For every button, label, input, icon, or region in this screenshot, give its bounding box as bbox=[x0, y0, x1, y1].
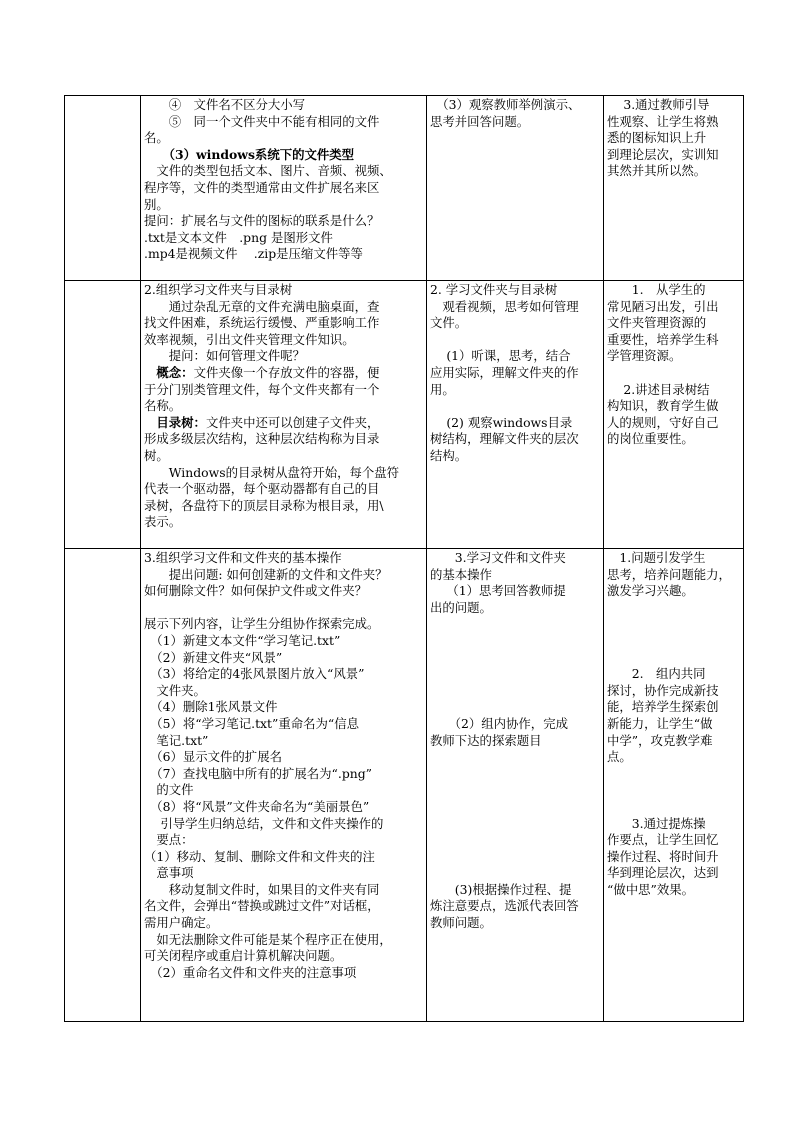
text-line: 新能力，让学生“做 bbox=[607, 715, 713, 731]
text-line: （5）将“学习笔记.txt”重命名为“信息 bbox=[144, 715, 360, 731]
text-line: 探讨，协作完成新技 bbox=[607, 682, 719, 698]
text-line: 2. 组内共同 bbox=[607, 666, 706, 682]
teacher-activity-cell bbox=[141, 281, 427, 549]
text-line: 操作过程、将时间升 bbox=[607, 848, 719, 864]
text-line bbox=[607, 782, 740, 799]
text-line: 学管理资源。 bbox=[607, 348, 682, 364]
text-line: 展示下列内容，让学生分组协作探索完成。 bbox=[144, 616, 380, 632]
text-line bbox=[430, 749, 600, 766]
text-line: （2）重命名文件和文件夹的注意事项 bbox=[144, 964, 357, 980]
text-line bbox=[430, 799, 600, 816]
teacher-activity-cell bbox=[141, 96, 427, 281]
text-line bbox=[430, 633, 600, 650]
text-line: 悉的图标知识上升 bbox=[607, 130, 707, 146]
text-line: （6）显示文件的扩展名 bbox=[144, 749, 282, 765]
text-line bbox=[144, 600, 423, 617]
text-line: 形成多级层次结构，这种层次结构称为目录 bbox=[144, 431, 380, 447]
text-line: 中学”，攻克教学难 bbox=[607, 732, 713, 748]
text-line: （3）将给定的4张风景图片放入“风景” bbox=[144, 666, 365, 682]
text-line: 教师问题。 bbox=[430, 915, 492, 931]
text-line: 通过杂乱无章的文件充满电脑桌面，查 bbox=[144, 298, 380, 314]
text-line bbox=[607, 633, 740, 650]
text-line: Windows的目录树从盘符开始，每个盘符 bbox=[144, 464, 400, 480]
text-line: 移动复制文件时，如果目的文件夹有同 bbox=[144, 881, 380, 897]
student-activity-cell bbox=[427, 549, 604, 1022]
text-line: 到理论层次，实训知 bbox=[607, 146, 719, 162]
student-activity-cell bbox=[427, 281, 604, 549]
text-line bbox=[430, 699, 600, 716]
text-line: 的岗位重要性。 bbox=[607, 431, 694, 447]
text-line: 的基本操作 bbox=[430, 566, 492, 582]
blank-cell bbox=[65, 96, 141, 281]
text-line: 性观察、让学生将熟 bbox=[607, 113, 719, 129]
text-line: 重要性，培养学生科 bbox=[607, 331, 719, 347]
table-row bbox=[65, 96, 744, 281]
text-line: 应用实际，理解文件夹的作 bbox=[430, 364, 579, 380]
design-intent-cell bbox=[604, 96, 744, 281]
text-line: ④ 文件名不区分大小写 bbox=[144, 97, 306, 112]
text-line: 2.讲述目录树结 bbox=[607, 381, 710, 397]
blank-cell bbox=[65, 549, 141, 1022]
text-line: 人的规则，守好自己 bbox=[607, 414, 719, 430]
text-line: 要点： bbox=[144, 832, 194, 848]
text-line: 观看视频，思考如何管理 bbox=[430, 298, 579, 314]
text-line: .txt是文本文件 .png 是图形文件 bbox=[144, 229, 333, 245]
text-line: 笔记.txt” bbox=[144, 732, 209, 748]
text-line: 点。 bbox=[607, 749, 632, 765]
text-line: 提问：扩展名与文件的图标的联系是什么？ bbox=[144, 213, 380, 229]
text-line: ⑤ 同一个文件夹中不能有相同的文件 bbox=[144, 113, 380, 129]
text-line: （7）查找电脑中所有的扩展名为“.png” bbox=[144, 765, 372, 781]
text-line: 3.组织学习文件和文件夹的基本操作 bbox=[144, 550, 342, 565]
text-line: 提问：如何管理文件呢？ bbox=[144, 348, 306, 364]
blank-cell bbox=[65, 281, 141, 549]
text-line: 提出问题: 如何创建新的文件和文件夹？ bbox=[144, 566, 388, 582]
text-line: 引导学生归纳总结，文件和文件夹操作的 bbox=[144, 815, 384, 831]
text-line: 效率视频，引出文件夹管理文件知识。 bbox=[144, 331, 355, 347]
text-line: 华到理论层次，达到 bbox=[607, 865, 719, 881]
text-line bbox=[430, 766, 600, 783]
text-line bbox=[607, 799, 740, 816]
text-line: 程序等，文件的类型通常由文件扩展名来区 bbox=[144, 179, 380, 195]
text-line: 思考并回答问题。 bbox=[430, 113, 530, 129]
text-line: 名。 bbox=[144, 130, 169, 146]
text-line bbox=[607, 600, 740, 617]
text-line: 树结构，理解文件夹的层次 bbox=[430, 431, 579, 447]
text-line: 表示。 bbox=[144, 514, 182, 530]
text-line: 名称。 bbox=[144, 398, 182, 414]
text-line: （8）将“风景”文件夹命名为“美丽景色” bbox=[144, 798, 370, 814]
text-line: 常见陋习出发，引出 bbox=[607, 298, 719, 314]
text-line: （2）新建文件夹“风景” bbox=[144, 649, 283, 665]
text-line: 别。 bbox=[144, 196, 169, 212]
text-line: （2）组内协作，完成 bbox=[430, 715, 568, 731]
text-line: 找文件困难，系统运行缓慢、严重影响工作 bbox=[144, 315, 380, 331]
text-line: 录树，各盘符下的顶层目录称为根目录，用\ bbox=[144, 497, 384, 513]
text-line: 作要点，让学生回忆 bbox=[607, 832, 719, 848]
text-line: 3.通过提炼操 bbox=[607, 815, 706, 831]
text-line: 如无法删除文件可能是某个程序正在使用， bbox=[144, 931, 392, 947]
text-line: （1）新建文本文件“学习笔记.txt” bbox=[144, 632, 341, 648]
text-line: 1. 从学生的 bbox=[607, 282, 706, 297]
text-line: 出的问题。 bbox=[430, 599, 492, 615]
table-row bbox=[65, 549, 744, 1022]
text-line: 于分门别类管理文件，每个文件夹都有一个 bbox=[144, 381, 380, 397]
text-line: 构知识，教育学生做 bbox=[607, 398, 719, 414]
text-line: 激发学习兴趣。 bbox=[607, 583, 694, 599]
text-line: “做中思”效果。 bbox=[607, 881, 695, 897]
text-line: 名文件，会弹出“替换或跳过文件”对话框， bbox=[144, 898, 380, 914]
text-line bbox=[430, 782, 600, 799]
design-intent-cell bbox=[604, 281, 744, 549]
text-line: 可关闭程序或重启计算机解决问题。 bbox=[144, 948, 343, 964]
text-line bbox=[430, 332, 600, 349]
text-line bbox=[430, 398, 600, 415]
text-line: （3）windows系统下的文件类型 bbox=[144, 146, 355, 162]
text-line: 文件夹管理资源的 bbox=[607, 315, 707, 331]
text-line: 树。 bbox=[144, 447, 169, 463]
text-line: 代表一个驱动器，每个驱动器都有自己的目 bbox=[144, 481, 380, 497]
text-line: 文件的类型包括文本、图片、音频、视频、 bbox=[144, 163, 392, 179]
text-line bbox=[430, 865, 600, 882]
text-line: 需用户确定。 bbox=[144, 915, 219, 931]
text-line bbox=[430, 849, 600, 866]
text-line: 炼注意要点，选派代表回答 bbox=[430, 898, 579, 914]
lesson-plan-table bbox=[64, 95, 744, 1022]
text-line: 概念：文件夹像一个存放文件的容器，便 bbox=[156, 364, 380, 380]
text-line bbox=[430, 666, 600, 683]
text-line bbox=[607, 616, 740, 633]
text-line: 思考，培养问题能力， bbox=[607, 566, 731, 582]
text-line: 教师下达的探索题目 bbox=[430, 732, 542, 748]
text-line: 如何删除文件？如何保护文件或文件夹？ bbox=[144, 583, 368, 599]
text-line bbox=[430, 683, 600, 700]
text-line: (1）听课，思考，结合 bbox=[430, 348, 571, 364]
text-line: 用。 bbox=[430, 381, 455, 397]
student-activity-cell bbox=[427, 96, 604, 281]
text-line bbox=[607, 365, 740, 382]
table-row bbox=[65, 281, 744, 549]
text-line bbox=[430, 650, 600, 667]
design-intent-cell bbox=[604, 549, 744, 1022]
text-line: 1.问题引发学生 bbox=[607, 550, 706, 565]
text-line: 2.组织学习文件夹与目录树 bbox=[144, 282, 293, 297]
text-line: 文件夹。 bbox=[144, 682, 206, 698]
text-line: (3)根据操作过程、提 bbox=[430, 881, 572, 897]
text-line: 3.通过教师引导 bbox=[607, 97, 710, 112]
text-line: （4）删除1张风景文件 bbox=[144, 699, 278, 715]
text-line bbox=[430, 816, 600, 833]
text-line: 3.学习文件和文件夹 bbox=[430, 550, 566, 565]
text-line: .mp4是视频文件 .zip是压缩文件等等 bbox=[144, 246, 363, 262]
text-line: 目录树：文件夹中还可以创建子文件夹， bbox=[156, 414, 380, 430]
text-line: 能，培养学生探索创 bbox=[607, 699, 719, 715]
text-line: 的文件 bbox=[144, 782, 194, 798]
teacher-activity-cell bbox=[141, 549, 427, 1022]
text-line bbox=[430, 616, 600, 633]
text-line: 文件。 bbox=[430, 315, 468, 331]
text-line bbox=[430, 832, 600, 849]
text-line: （1）移动、复制、删除文件和文件夹的注 bbox=[144, 848, 375, 864]
text-line: （1）思考回答教师提 bbox=[430, 583, 566, 599]
text-line bbox=[607, 766, 740, 783]
text-line: 意事项 bbox=[144, 865, 194, 881]
text-line: 结构。 bbox=[430, 447, 468, 463]
text-line: 2. 学习文件夹与目录树 bbox=[430, 282, 558, 297]
text-line: (2) 观察windows目录 bbox=[430, 414, 573, 430]
text-line: 其然并其所以然。 bbox=[607, 163, 707, 179]
text-line: （3）观察教师举例演示、 bbox=[430, 97, 581, 112]
text-line bbox=[607, 650, 740, 667]
